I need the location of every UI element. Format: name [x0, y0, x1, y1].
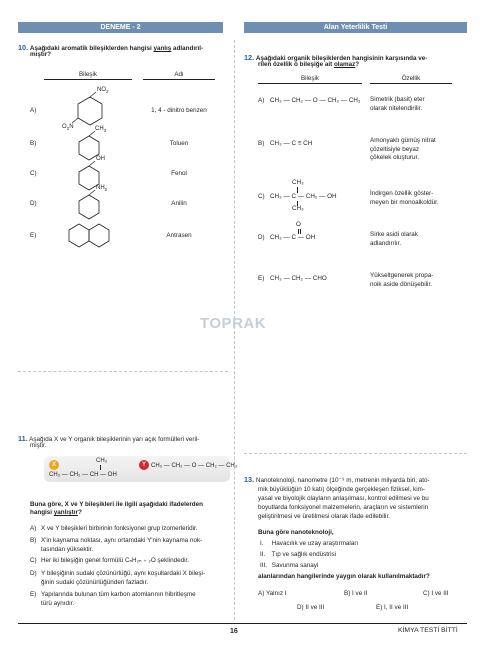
q11-option-a-text: X ve Y bileşikleri birbirinin fonksiyonel grup izomerleridir. — [41, 525, 198, 532]
q10-option-e[interactable]: E) — [30, 232, 37, 239]
q13-number: 13. — [244, 475, 255, 484]
q12-option-b[interactable]: B) — [258, 140, 265, 147]
q12-c-bottom: CH₃ — [292, 205, 304, 212]
q10-option-d[interactable]: D) — [30, 200, 37, 207]
q11-option-d-text: Y bileşiğinin sudaki çözünürlüğü, aynı koşullardaki X bileşi- ğinin sudaki çözünürlüğünden fazladır. — [41, 570, 206, 586]
q12-stem-line2: rilen özellik o bileşiğe ait olamaz? — [258, 61, 360, 68]
q12-col-property: Özellik — [370, 75, 452, 84]
q11-option-c[interactable]: C) — [30, 557, 37, 564]
q11-option-d[interactable]: D) — [30, 570, 37, 577]
q10-a-no2-bottom: $O_2N$ — [62, 124, 74, 132]
y-formula: CH₃ — CH₂ — O — CH₂ — CH₃ — [151, 463, 238, 469]
test-end-label: KİMYA TESTİ BİTTİ — [398, 627, 458, 634]
q13-answer-b[interactable]: B) I ve II — [344, 590, 368, 597]
q13-answer-d[interactable]: D) II ve III — [297, 604, 325, 611]
q10-stem: 10. Aşağıdaki aromatik bileşiklerden hangisi yanlış adlandırıl- — [18, 43, 204, 52]
q12-e-formula: CH₃ — CH₂ — CHO — [270, 275, 327, 282]
q11-number: 11. — [18, 434, 28, 443]
q12-c-formula: CH₃ — C — CH₂ — OH — [270, 193, 337, 200]
q10-d-name: Anilin — [171, 200, 187, 207]
divider-right — [244, 453, 467, 454]
x-badge: X — [49, 460, 59, 470]
q11-option-e[interactable]: E) — [30, 591, 37, 598]
x-bond — [100, 465, 101, 470]
q11-option-a[interactable]: A) — [30, 525, 37, 532]
q12-d-formula: CH₃ — C — OH — [270, 234, 316, 241]
q11-option-b-text: X'in kaynama noktası, aynı ortamdaki Y'nin kaynama nok- tasından yüksektir. — [41, 537, 203, 553]
q12-b-formula: CH₃ — C ≡ CH — [270, 140, 313, 147]
divider-left — [18, 371, 228, 372]
q10-option-b[interactable]: B) — [30, 140, 37, 147]
q10-stem-line2: mıştır? — [30, 51, 51, 58]
q10-option-a[interactable]: A) — [30, 107, 37, 114]
q12-option-d[interactable]: D) — [258, 234, 265, 241]
q13-answer-c[interactable]: C) I ve III — [423, 590, 449, 597]
q11-stem: 11. Aşağıda X ve Y organik bileşiklerinin yarı açık formülleri veril- — [18, 434, 200, 443]
q10-number: 10. — [18, 43, 29, 52]
q13-answer-a[interactable]: A) Yalnız I — [258, 590, 287, 597]
q12-d-property: Sirke asidi olarak adlandırılır. — [370, 231, 418, 247]
section-header-left: DENEME - 2 — [18, 22, 223, 33]
q10-col-name: Adı — [143, 71, 215, 80]
q10-d-sub: $NH_2$ — [96, 185, 108, 193]
q12-c-property: İndirgen özellik göster- meyen bir monoalkoldür. — [370, 190, 439, 206]
q11-option-e-text: Yapılarında bulunan tüm karbon atomlarının hibritleşme türü aynıdır. — [41, 591, 196, 607]
x-top-group: CH₃ — [96, 458, 108, 464]
q12-stem: 12. Aşağıdaki organik bileşiklerden hangisinin karşısında ve- — [244, 53, 428, 62]
q10-option-c[interactable]: C) — [30, 170, 37, 177]
q13-item-1: I. Havacılık ve uzay araştırmaları — [260, 540, 359, 547]
q10-a-no2-top: $NO_2$ — [97, 87, 109, 95]
q12-option-a[interactable]: A) — [258, 97, 265, 104]
q11-question-line2: hangisi yanlıştır? — [30, 509, 82, 516]
q13-item-2: II. Tıp ve sağlık endüstrisi — [260, 551, 337, 558]
q13-question: alanlarından hangilerinde yaygın olarak kullanılmaktadır? — [258, 573, 430, 580]
naphthalene-rings-e — [66, 222, 112, 248]
q11-option-b[interactable]: B) — [30, 537, 37, 544]
q13-lead: Buna göre nanoteknoloji, — [258, 529, 334, 536]
q12-option-c[interactable]: C) — [258, 193, 265, 200]
q12-b-property: Amonyaklı gümüş nitrat çözeltisiyle beyaz çökelek oluşturur. — [370, 137, 436, 161]
q12-a-formula: CH₃ — CH₂ — O — CH₂ — CH₃ — [270, 97, 361, 104]
q12-a-property: Simetrik (basit) eter olarak nitelendirilir. — [370, 96, 425, 112]
q10-c-name: Fenol — [171, 170, 187, 177]
y-badge: Y — [139, 460, 149, 470]
q13-paragraph: 13. Nanoteknoloji, nanometre (10⁻⁹ m, metrenin milyarda biri, ato- mik büyüklüğün 10 katı) ölçeğinde gerçekleşen fiziksel, kim- yasal ve biyolojik olayların anlaşılması, kontrol edilmesi ve bu boyutlarda fonksiyonel malzemelerin, araçların ve sistemlerin geliştirilmesi ve üretilmesi olarak ifade edilebilir. — [244, 475, 430, 520]
q13-item-3: III. Savunma sanayi — [260, 562, 319, 569]
footer-rule — [18, 623, 467, 624]
q10-col-compound: Bileşik — [44, 71, 132, 80]
q11-stem-line2: miştir. — [30, 442, 47, 449]
q10-a-name: 1, 4 - dinitro benzen — [151, 107, 207, 114]
publisher-watermark: TOPRAK — [200, 315, 267, 332]
q12-e-property: Yükseltgenerek propa- noik aside dönüşebilir. — [370, 272, 434, 288]
q10-c-sub: OH — [96, 156, 105, 162]
q13-answer-e[interactable]: E) I, II ve III — [376, 604, 409, 611]
q10-b-sub: $CH_3$ — [95, 126, 107, 134]
q12-col-compound: Bileşik — [258, 75, 362, 84]
q11-question-line1: Buna göre, X ve Y bileşikleri ile ilgili aşağıdaki ifadelerden — [30, 501, 204, 508]
q12-number: 12. — [244, 53, 255, 62]
section-header-right: Alan Yeterlilik Testi — [244, 22, 467, 33]
x-formula: CH₃ — CH₂ — CH — OH — [49, 472, 117, 478]
q12-option-e[interactable]: E) — [258, 275, 265, 282]
q10-b-name: Toluen — [169, 140, 189, 147]
q12-c-top: CH₃ — [292, 179, 304, 186]
q11-option-c-text: Her iki bileşiğin genel formülü CₙH₂ₙ ₊ ₂O şeklindedir. — [41, 557, 189, 564]
page-number: 16 — [230, 628, 238, 635]
q10-e-name: Antrasen — [166, 232, 192, 239]
q12-d-top: O — [296, 221, 301, 228]
